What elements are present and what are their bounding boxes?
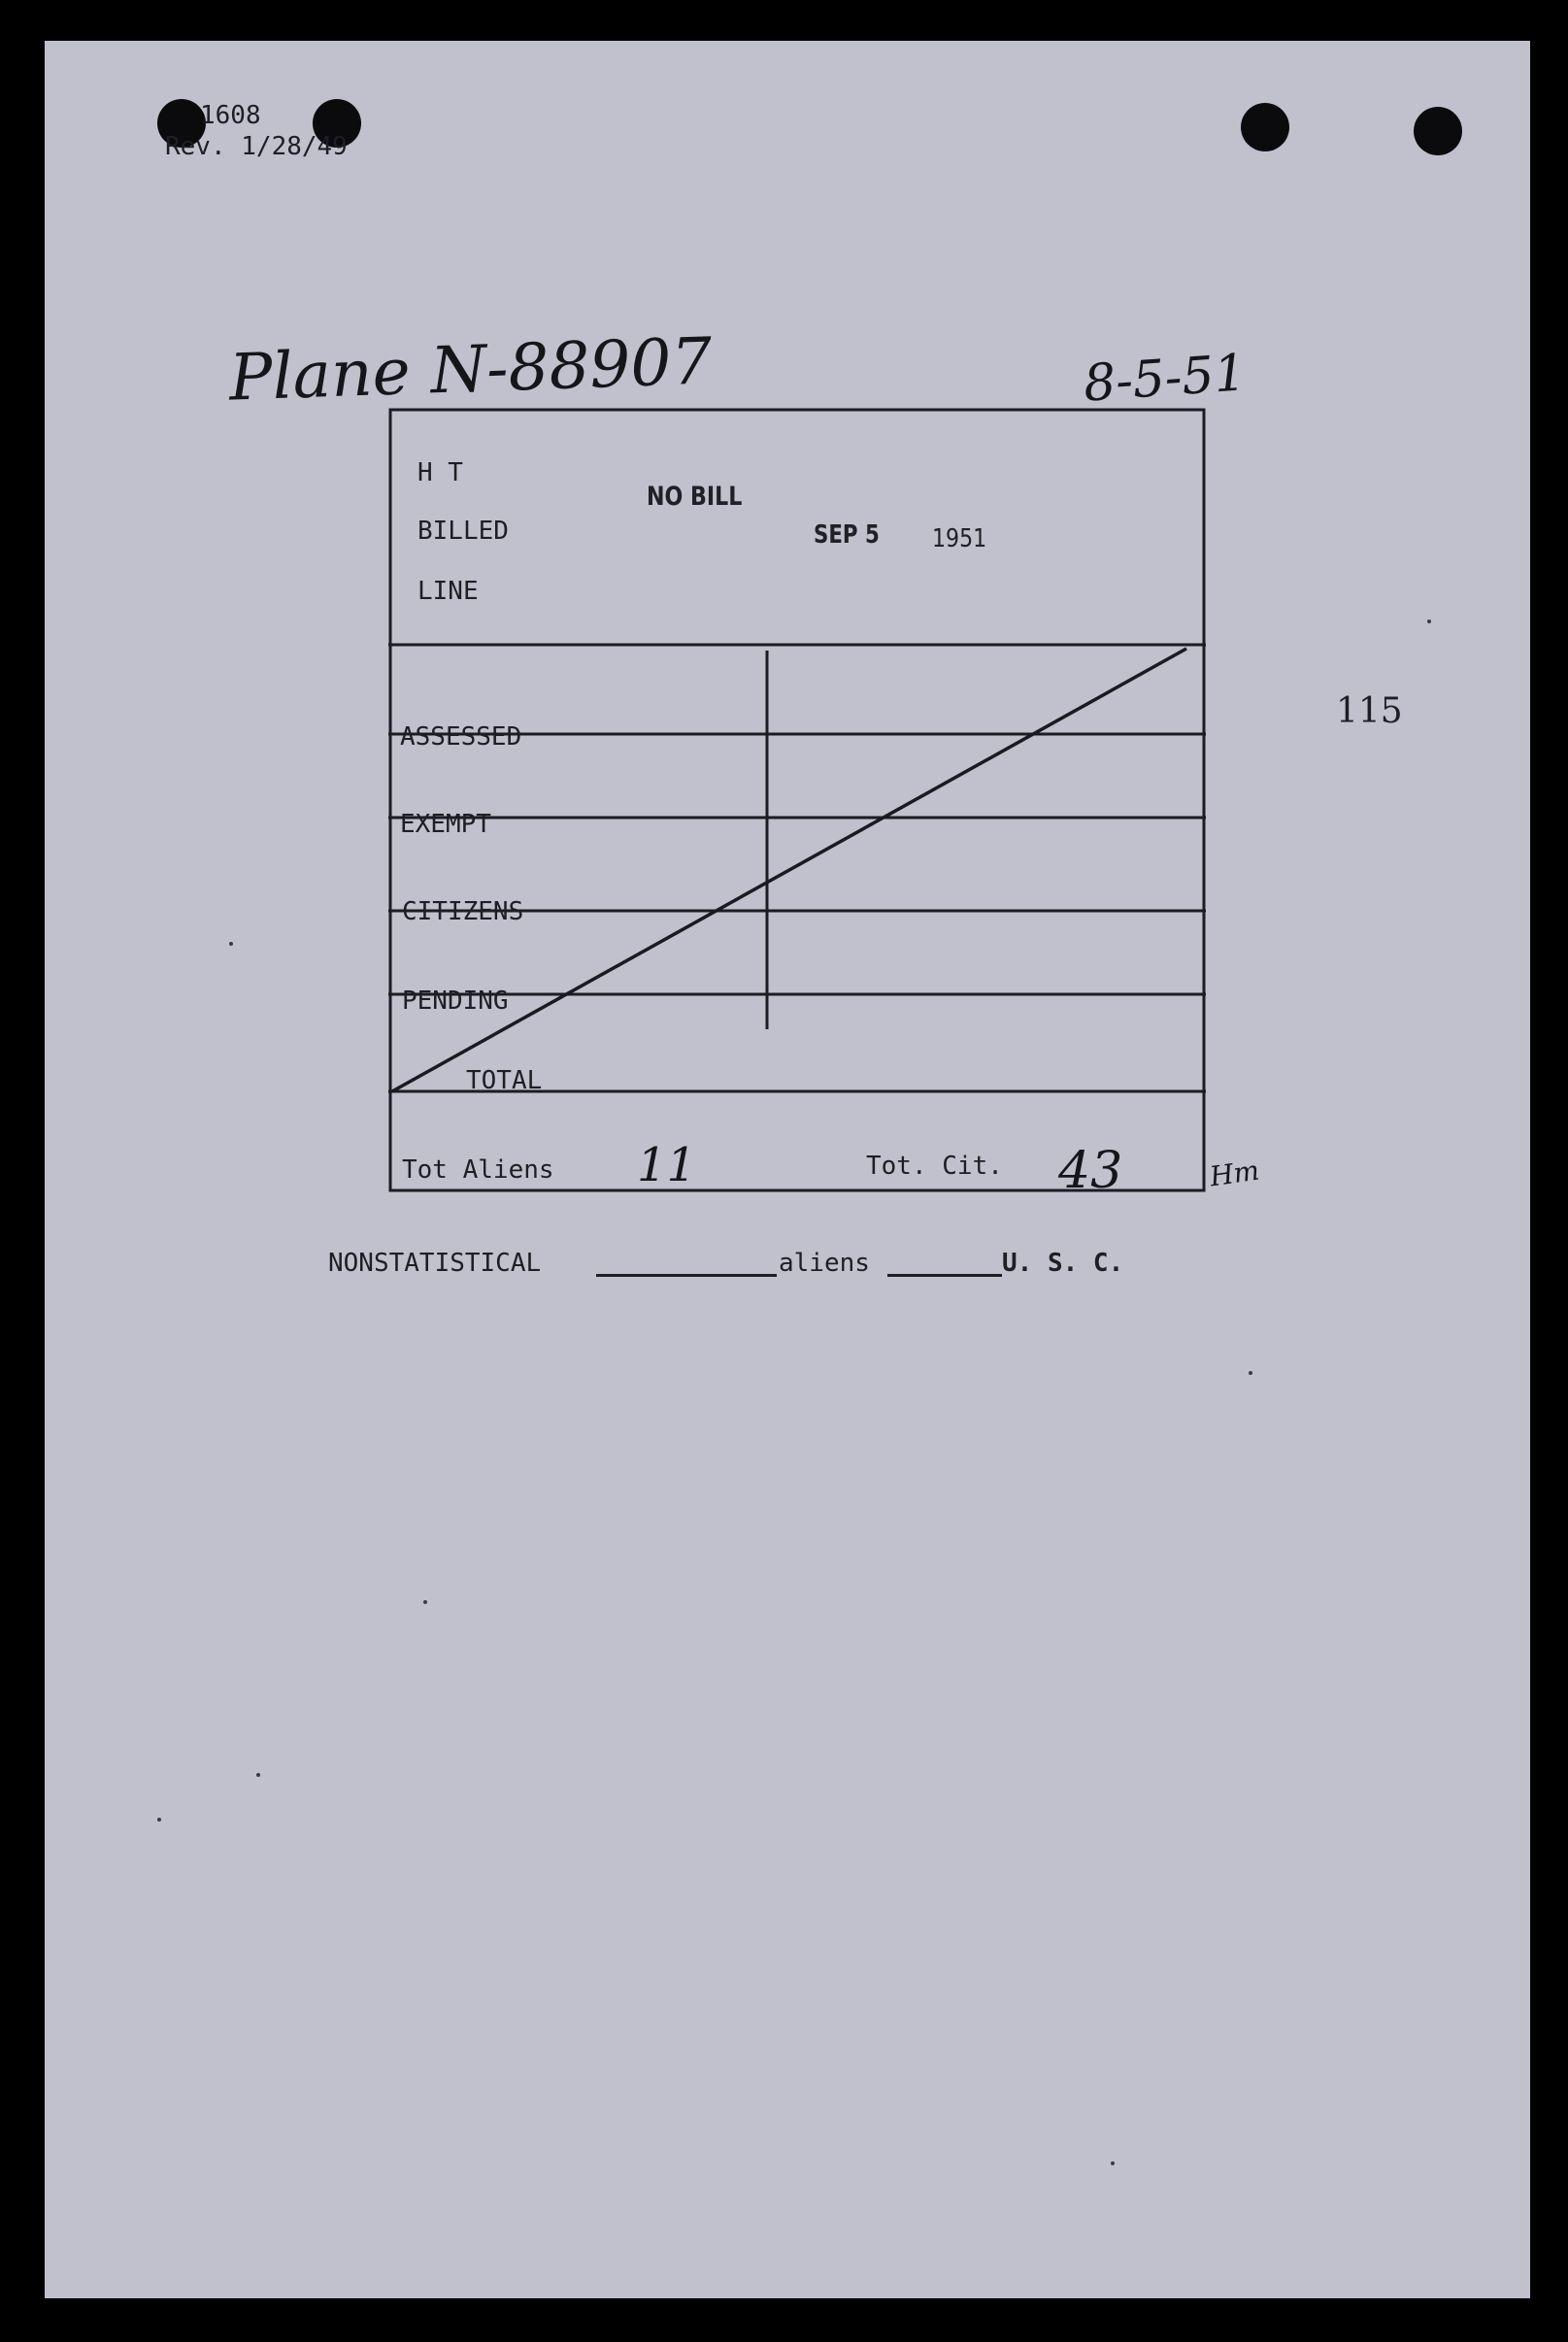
paper-speck xyxy=(1111,2161,1115,2165)
no-bill-stamp: NO BILL xyxy=(647,482,743,512)
date-stamp-month-day: SEP 5 xyxy=(814,520,880,550)
tot-cit-label: Tot. Cit. xyxy=(866,1152,1003,1181)
paper-speck xyxy=(1427,619,1431,623)
date-stamp-year: 1951 xyxy=(932,524,987,553)
diagonal-strike-line xyxy=(392,649,1186,1091)
statistics-table xyxy=(388,408,1206,1200)
page-number: 115 xyxy=(1336,691,1403,731)
plane-number: Plane N-88907 xyxy=(227,323,714,416)
row-pending: PENDING xyxy=(402,987,509,1016)
row-exempt: EXEMPT xyxy=(400,810,491,839)
label-ht: H T xyxy=(417,458,463,487)
aliens-blank xyxy=(887,1274,1002,1277)
paper-speck xyxy=(1249,1371,1252,1375)
tot-aliens-label: Tot Aliens xyxy=(402,1155,554,1185)
punch-hole-right-2 xyxy=(1414,107,1462,155)
tot-aliens-value: 11 xyxy=(637,1138,697,1192)
aliens-label: aliens xyxy=(779,1249,870,1278)
usc-label: U. S. C. xyxy=(1002,1249,1124,1278)
paper-speck xyxy=(256,1773,260,1777)
paper-speck xyxy=(423,1600,427,1604)
nonstatistical-label: NONSTATISTICAL xyxy=(328,1249,542,1278)
form-number: 1608 xyxy=(200,101,261,130)
row-assessed: ASSESSED xyxy=(400,722,522,752)
row-citizens: CITIZENS xyxy=(402,897,524,926)
punch-hole-right-1 xyxy=(1241,103,1289,151)
paper-speck xyxy=(157,1818,161,1822)
initials: Hm xyxy=(1207,1154,1262,1193)
label-line: LINE xyxy=(417,577,479,606)
document-page xyxy=(45,41,1530,2298)
label-total: TOTAL xyxy=(466,1066,543,1095)
label-billed: BILLED xyxy=(417,517,509,546)
form-revision: Rev. 1/28/49 xyxy=(165,132,348,161)
handwritten-date: 8-5-51 xyxy=(1082,344,1249,414)
nonstatistical-blank xyxy=(596,1274,777,1277)
paper-speck xyxy=(229,942,233,946)
tot-cit-value: 43 xyxy=(1058,1142,1123,1200)
